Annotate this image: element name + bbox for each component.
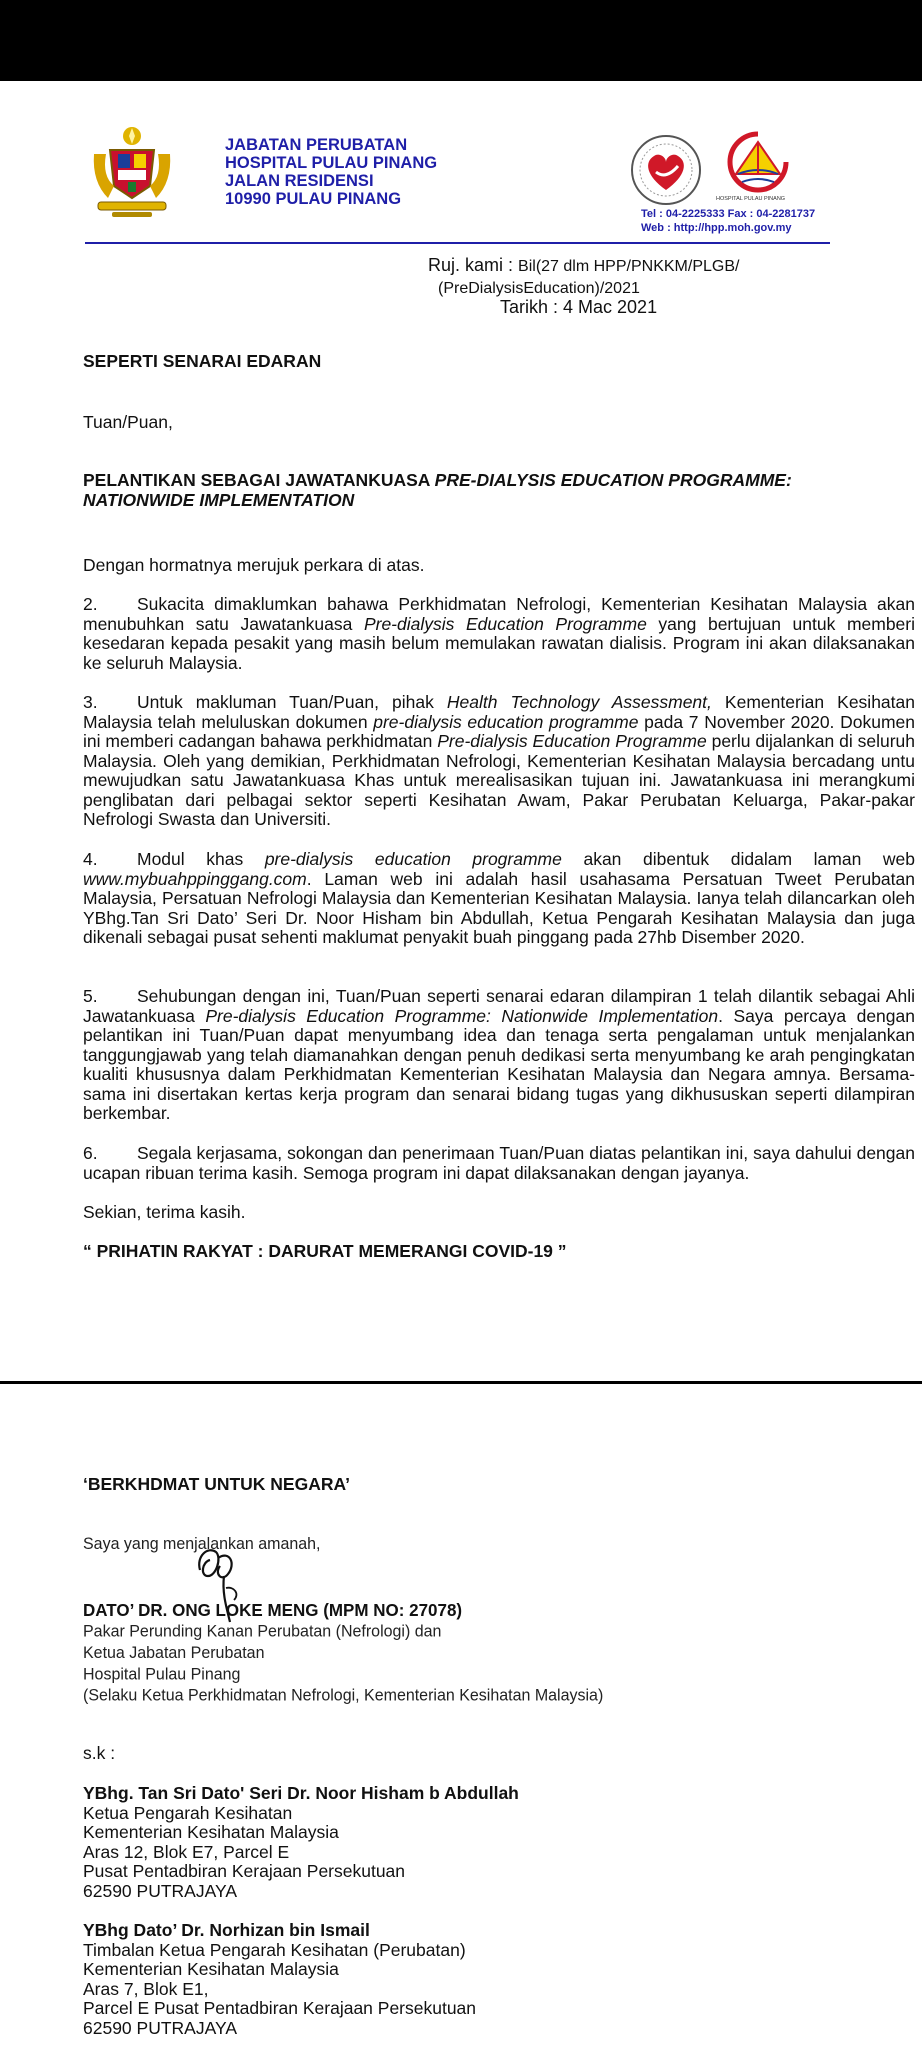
para-text: . Laman web ini adalah hasil usahasama Persatuan Tweet Perubatan Malaysia, Persatuan Nefrologi Malaysia dan Kementerian Kesihatan Malaysia. Ianya telah dilancarkan oleh YBhg.Tan Sri Dato’ Seri Dr. Noor Hisham bin Abdullah, Ketua Pengarah Kesihatan Malaysia dan juga dikenali sebagai pusat sehenti maklumat penyakit buah pinggang pada 27hb Disember 2020. <box>83 868 915 947</box>
motto: ‘BERKHDMAT UNTUK NEGARA’ <box>83 1474 351 1494</box>
paragraph-5 <box>83 987 915 1124</box>
ruj-value-cont: (PreDialysisEducation)/2021 <box>438 280 640 297</box>
dept-line: 10990 PULAU PINANG <box>225 190 402 208</box>
paragraph-3 <box>83 693 915 830</box>
coat-of-arms-logo <box>88 124 176 220</box>
sk-recipient-line: Timbalan Ketua Pengarah Kesihatan (Perubatan) <box>83 1939 466 1960</box>
para-number: 3. <box>83 692 98 712</box>
paragraph-6 <box>83 1144 915 1183</box>
sk-recipient <box>83 1784 519 1901</box>
para-text: pada 7 November 2020. Dokumen ini memberi cadangan bahawa perkhidmatan <box>83 711 915 751</box>
website-link[interactable]: www.mybuahppinggang.com <box>83 868 307 889</box>
para-italic: pre-dialysis education programme <box>264 849 562 869</box>
subject-italic: PRE-DIALYSIS EDUCATION PROGRAMME: <box>434 470 792 490</box>
title-line: Hospital Pulau Pinang <box>83 1666 241 1684</box>
sk-recipient-line: Kementerian Kesihatan Malaysia <box>83 1959 339 1979</box>
reference-block <box>428 255 739 317</box>
paragraph-2 <box>83 595 915 673</box>
date-line: Tarikh : 4 Mac 2021 <box>500 297 658 317</box>
sk-recipient-line: Pusat Pentadbiran Kerajaan Persekutuan <box>83 1861 406 1881</box>
sk-recipient-line: Aras 7, Blok E1, <box>83 1978 209 1999</box>
para-number: 5. <box>83 986 98 1006</box>
title-line: Ketua Jabatan Perubatan <box>83 1644 265 1662</box>
para-text: Sehubungan dengan ini, Tuan/Puan seperti senarai edaran dilampiran 1 telah dilantik sebagai Ahli Jawatankuasa <box>83 986 915 1026</box>
closing-line: Sekian, terima kasih. <box>83 1202 246 1222</box>
para-text: perlu dijalankan di seluruh Malaysia. Oleh yang demikian, Perkhidmatan Nefrologi, Kementerian Kesihatan Malaysia bercadang untu mewujudkan satu Jawatankuasa Khas untuk merealisasikan tujuan ini. Jawatankuasa ini merangkumi penglibatan dari pelbagai sektor seperti Kesihatan Awam, Pakar Perubatan Keluarga, Pakar-pakar Nefrologi Swasta dan Universiti. <box>83 731 915 829</box>
salutation: Tuan/Puan, <box>83 412 173 432</box>
para-text: Segala kerjasama, sokongan dan penerimaan Tuan/Puan diatas pelantikan ini, saya dahului dengan ucapan ribuan terima kasih. Semoga program ini dapat dilaksanakan dengan jayanya. <box>83 1143 915 1183</box>
para-text: Modul khas <box>137 849 265 869</box>
sk-recipient-name: YBhg Dato’ Dr. Norhizan bin Ismail <box>83 1920 370 1940</box>
para-italic: Pre-dialysis Education Programme <box>437 731 707 751</box>
page-divider <box>0 1381 922 1384</box>
sk-recipient-line: Aras 12, Blok E7, Parcel E <box>83 1841 290 1862</box>
sk-recipient <box>83 1921 476 2038</box>
department-address <box>225 136 437 208</box>
dept-line: JALAN RESIDENSI <box>225 172 374 190</box>
subject-text: PELANTIKAN SEBAGAI JAWATANKUASA <box>83 470 435 490</box>
subject-heading <box>83 471 883 510</box>
header-divider <box>85 242 830 244</box>
sk-recipient-line: Ketua Pengarah Kesihatan <box>83 1802 293 1823</box>
para-text: akan dibentuk didalam laman web <box>561 849 915 869</box>
contact-tel: Tel : 04-2225333 Fax : 04-2281737 <box>641 208 816 220</box>
kidney-heart-logo <box>626 132 706 208</box>
para-text: yang bertujuan untuk memberi kesedaran kepada pesakit yang masih belum memulakan rawatan dialisis. Program ini akan dilaksanakan ke seluruh Malaysia. <box>83 613 916 673</box>
slogan: “ PRIHATIN RAKYAT : DARURAT MEMERANGI COVID-19 ” <box>83 1241 567 1261</box>
title-line: Pakar Perunding Kanan Perubatan (Nefrologi) dan <box>83 1623 442 1641</box>
para-italic: Pre-dialysis Education Programme: Nationwide Implementation <box>205 1005 719 1026</box>
hospital-logo-caption: HOSPITAL PULAU PINANG <box>716 196 786 202</box>
para-text: Kementerian Kesihatan Malaysia telah meluluskan dokumen <box>83 692 915 732</box>
subject-italic-line2: NATIONWIDE IMPLEMENTATION <box>83 489 355 510</box>
sk-label: s.k : <box>83 1743 116 1763</box>
contact-info <box>641 207 815 235</box>
para-text: . Saya percaya dengan pelantikan ini Tuan/Puan dapat menyumbang idea dan tenaga serta pengalaman untuk menjalankan tanggungjawab yang telah diamanahkan dengan penuh dedikasi serta menyumbang ke arah pengingkatan kualiti khususnya dalam Perkhidmatan Kementerian Kesihatan Malaysia dan Negara amnya. Bersama-sama ini disertakan kertas kerja program dan senarai bidang tugas yang dikhususkan seperti dilampiran berkembar. <box>83 1005 915 1123</box>
sk-recipient-line: Parcel E Pusat Pentadbiran Kerajaan Persekutuan <box>83 1998 477 2018</box>
sk-recipient-name: YBhg. Tan Sri Dato' Seri Dr. Noor Hisham b Abdullah <box>83 1783 519 1803</box>
para-number: 2. <box>83 594 98 614</box>
para-text: Sukacita dimaklumkan bahawa Perkhidmatan Nefrologi, Kementerian Kesihatan Malaysia akan menubuhkan satu Jawatankuasa <box>83 594 915 634</box>
signatory-name: DATO’ DR. ONG LOKE MENG (MPM NO: 27078) <box>83 1600 463 1621</box>
para-italic: Pre-dialysis Education Programme <box>363 613 647 634</box>
contact-web: Web : http://hpp.moh.gov.my <box>641 222 792 234</box>
para-italic: Health Technology Assessment, <box>446 692 712 712</box>
dept-line: JABATAN PERUBATAN <box>225 136 408 154</box>
dept-line: HOSPITAL PULAU PINANG <box>225 154 438 172</box>
top-black-bar <box>0 0 922 81</box>
trust-line: Saya yang menjalankan amanah, <box>83 1535 321 1554</box>
para-italic: pre-dialysis education programme <box>373 711 639 732</box>
sk-recipient-line: 62590 PUTRAJAYA <box>83 2017 238 2038</box>
paragraph-4 <box>83 850 915 948</box>
recipient-heading: SEPERTI SENARAI EDARAN <box>83 351 322 371</box>
sk-recipient-line: Kementerian Kesihatan Malaysia <box>83 1822 339 1842</box>
opening-line: Dengan hormatnya merujuk perkara di atas. <box>83 555 425 575</box>
ruj-label: Ruj. kami : <box>428 255 514 275</box>
para-text: Untuk makluman Tuan/Puan, pihak <box>137 692 447 712</box>
para-number: 6. <box>83 1143 98 1163</box>
signatory-titles <box>83 1621 603 1707</box>
para-number: 4. <box>83 849 98 869</box>
ruj-value: Bil(27 dlm HPP/PNKKM/PLGB/ <box>518 258 740 275</box>
title-line: (Selaku Ketua Perkhidmatan Nefrologi, Kementerian Kesihatan Malaysia) <box>83 1687 604 1705</box>
sk-recipient-line: 62590 PUTRAJAYA <box>83 1880 238 1901</box>
